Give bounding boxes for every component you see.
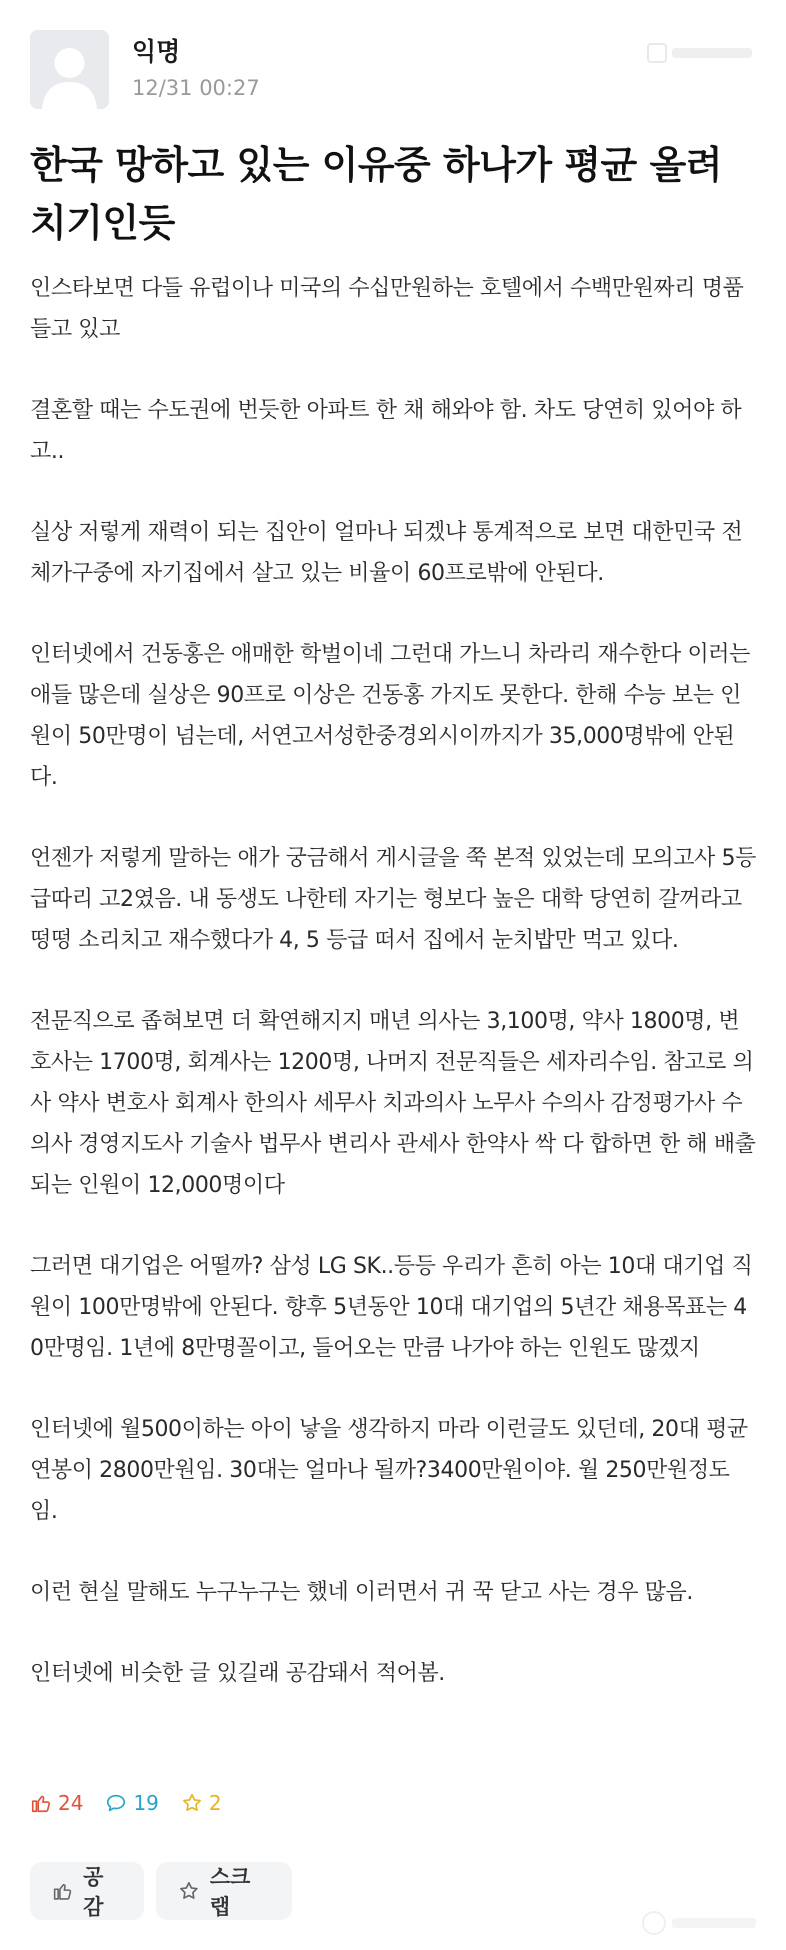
post-author-header (30, 30, 756, 114)
post-paragraph: 실상 저렇게 재력이 되는 집안이 얼마나 되겠냐 통계적으로 보면 대한민국 전체가구중에 자기집에서 살고 있는 비율이 60프로밖에 안된다. (30, 520, 743, 586)
post-title (30, 136, 756, 252)
post-paragraph: 전문직으로 좁혀보면 더 확연해지지 매년 의사는 3,100명, 약사 1800명, 변호사는 1700명, 회계사는 1200명, 나머지 전문직들은 세자리수임. 참고로 의사 약사 변호사 회계사 한의사 세무사 치과의사 노무사 수의사 감정평가사 수의사 경영지도사 기술사 법무사 변리사 관세사 한약사 싹 다 합하면 한 해 배출되는 인원이 12,000명이다 (30, 1009, 756, 1198)
default-avatar-icon (30, 30, 109, 109)
star-icon (178, 1880, 200, 1902)
post-paragraph: 이런 현실 말해도 누구누구는 했네 이러면서 귀 꾹 닫고 사는 경우 많음. (30, 1580, 693, 1605)
scrap-count (181, 1791, 222, 1815)
avatar[interactable] (30, 30, 109, 109)
like-count-value: 24 (58, 1791, 84, 1815)
like-count (30, 1791, 83, 1815)
empathy-button[interactable] (30, 1862, 144, 1920)
comment-count-value: 19 (133, 1791, 159, 1815)
reaction-counts (30, 1786, 244, 1820)
star-icon (181, 1792, 203, 1814)
post-paragraph: 결혼할 때는 수도권에 번듯한 아파트 한 채 해와야 함. 차도 당연히 있어야 하고.. (30, 398, 742, 464)
comment-count (105, 1791, 158, 1815)
post-paragraph: 그러면 대기업은 어떨까? 삼성 LG SK..등등 우리가 흔히 아는 10대 대기업 직원이 100만명밖에 안된다. 향후 5년동안 10대 대기업의 5년간 채용목표는 40만명임. 1년에 8만명꼴이고, 들어오는 만큼 나가야 하는 인원도 많겠지 (30, 1254, 753, 1361)
post-paragraph: 언젠가 저렇게 말하는 애가 궁금해서 게시글을 쭉 본적 있었는데 모의고사 5등급따리 고2였음. 내 동생도 나한테 자기는 형보다 높은 대학 당연히 갈꺼라고 떵떵 소리치고 재수했다가 4, 5 등급 떠서 집에서 눈치밥만 먹고 있다. (30, 846, 756, 953)
post-date: 12/31 00:27 (132, 76, 260, 100)
thumbs-up-icon (30, 1792, 52, 1814)
post-paragraph: 인스타보면 다들 유럽이나 미국의 수십만원하는 호텔에서 수백만원짜리 명품들고 있고 (30, 276, 744, 342)
thumbs-up-icon (52, 1880, 73, 1902)
post-title-line-1: 한국 망하고 있는 이유중 하나가 평균 올려 (30, 143, 722, 187)
post-body (30, 268, 756, 1734)
post-paragraph: 인터넷에 비슷한 글 있길래 공감돼서 적어봄. (30, 1661, 445, 1686)
post-actions (30, 1862, 304, 1920)
scrap-button[interactable] (156, 1862, 292, 1920)
scrap-count-value: 2 (208, 1791, 222, 1815)
post-title-line-2: 치기인듯 (30, 201, 175, 245)
speech-bubble-icon (105, 1792, 127, 1814)
scrap-button-label: 스크랩 (209, 1865, 251, 1919)
post-paragraph: 인터넷에서 건동홍은 애매한 학벌이네 그런대 가느니 차라리 재수한다 이러는 애들 많은데 실상은 90프로 이상은 건동홍 가지도 못한다. 한해 수능 보는 인원이 50만명이 넘는데, 서연고서성한중경외시이까지가 35,000명밖에 안된다. (30, 642, 751, 790)
post-paragraph: 인터넷에 월500이하는 아이 낳을 생각하지 마라 이런글도 있던데, 20대 평균연봉이 2800만원임. 30대는 얼마나 될까?3400만원이야. 월 250만원정도임. (30, 1417, 748, 1524)
watermark-icon (646, 38, 756, 68)
watermark-icon (640, 1906, 760, 1940)
empathy-button-label: 공감 (83, 1865, 104, 1919)
author-name: 익명 (132, 37, 181, 66)
